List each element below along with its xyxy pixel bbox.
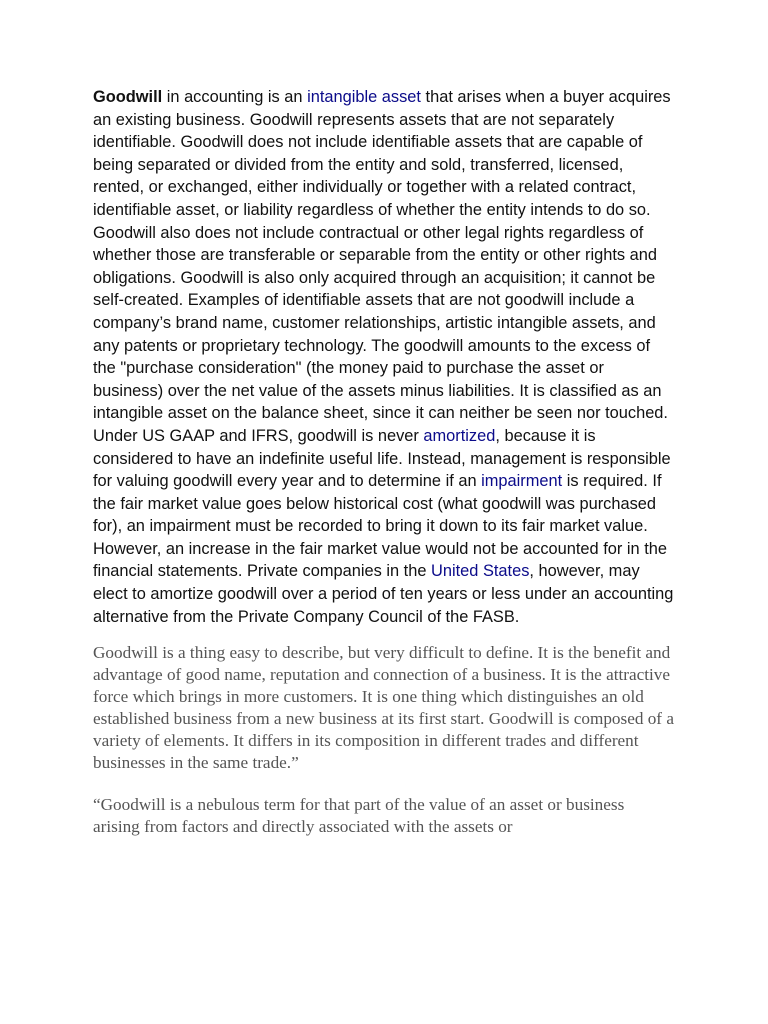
goodwill-term: Goodwill — [93, 88, 163, 106]
intangible-asset-link[interactable]: intangible asset — [307, 88, 421, 106]
impairment-link[interactable]: impairment — [481, 472, 563, 491]
text-segment: is required. If the fair market value goes below historical cost (what goodwill was purchased for), an impairment must be recorded to bring it down to its fair market value. However, an increase in the fair market value would not be accounted for in the financial statements. Private companies in the — [93, 472, 667, 581]
united-states-link[interactable]: United States — [431, 562, 530, 581]
text-segment: , because it is considered to have an indefinite useful life. Instead, management is responsible for valuing goodwill every year and to determine if an — [93, 426, 671, 491]
goodwill-definition-paragraph — [93, 86, 675, 628]
goodwill-nebulous-quote: “Goodwill is a nebulous term for that part of the value of an asset or business arising from factors and directly associated with the assets or — [93, 795, 625, 837]
text-segment: that arises when a buyer acquires an existing business. Goodwill represents assets that are not separately identifiable. Goodwill does not include identifiable assets that are capable of being separated or divided from the entity and sold, transferred, licensed, rented, or exchanged, either individually or together with a related contract, identifiable asset, or liability regardless of whether the entity intends to do so. Goodwill also does not include contractual or other legal rights regardless of whether those are transferable or separable from the entity or other rights and obligations. Goodwill is also only acquired through an acquisition; it cannot be self-created. Examples of identifiable assets that are not goodwill include a company’s brand name, customer relationships, artistic intangible assets, and any patents or proprietary technology. The goodwill amounts to the excess of the "purchase consideration" (the money paid to purchase the asset or business) over the net value of the assets minus liabilities. It is classified as an intangible asset on the balance sheet, since it can neither be seen nor touched. Under US GAAP and IFRS, goodwill is never — [93, 88, 671, 445]
document-body — [93, 86, 675, 858]
goodwill-description-quote: Goodwill is a thing easy to describe, but very difficult to define. It is the benefit and advantage of good name, reputation and connection of a business. It is the attractive force which brings in more customers. It is one thing which distinguishes an old established business from a new business at its first start. Goodwill is composed of a variety of elements. It differs in its composition in different trades and different businesses in the same trade.” — [93, 643, 674, 773]
text-segment: in accounting is an — [162, 88, 308, 106]
amortized-link[interactable]: amortized — [423, 426, 496, 445]
text-segment: , however, may elect to amortize goodwill over a period of ten years or less under an accounting alternative from the Private Company Council of the FASB. — [93, 562, 674, 626]
